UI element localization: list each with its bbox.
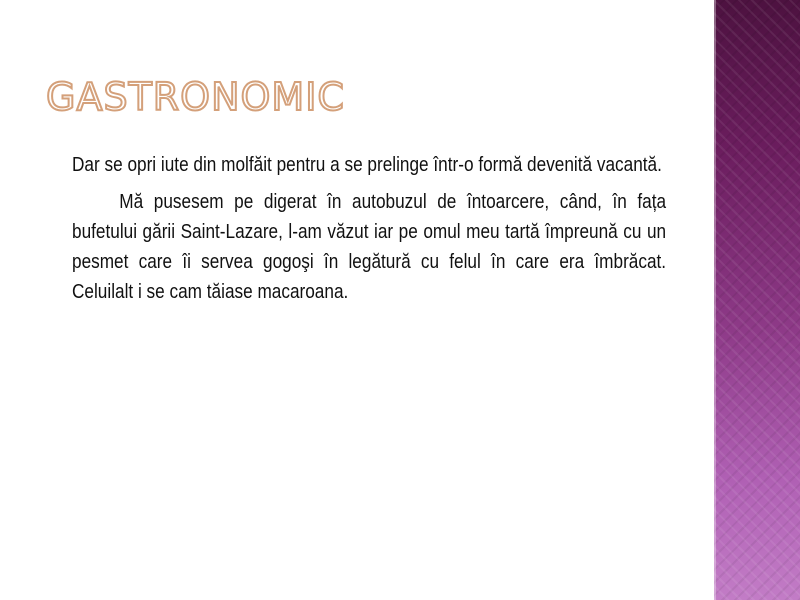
side-band-edge (714, 0, 716, 600)
paragraph-2: Mă pusesem pe digerat în autobuzul de întoarcere, când, în fața bufetului gării Saint-Lazare, l-am văzut iar pe omul meu tartă împreună cu un pesmet care îi servea gogoşi în legătură cu felul în care era îmbrăcat. Celuilalt i se cam tăiase macaroana. (72, 191, 667, 303)
decorative-side-band (714, 0, 800, 600)
paragraph-1: Dar se opri iute din molfăit pentru a se prelinge într-o formă devenită vacantă. (72, 154, 662, 176)
side-band-texture (714, 0, 800, 600)
slide-body (72, 150, 666, 314)
slide-title: GASTRONOMIC (46, 75, 345, 119)
